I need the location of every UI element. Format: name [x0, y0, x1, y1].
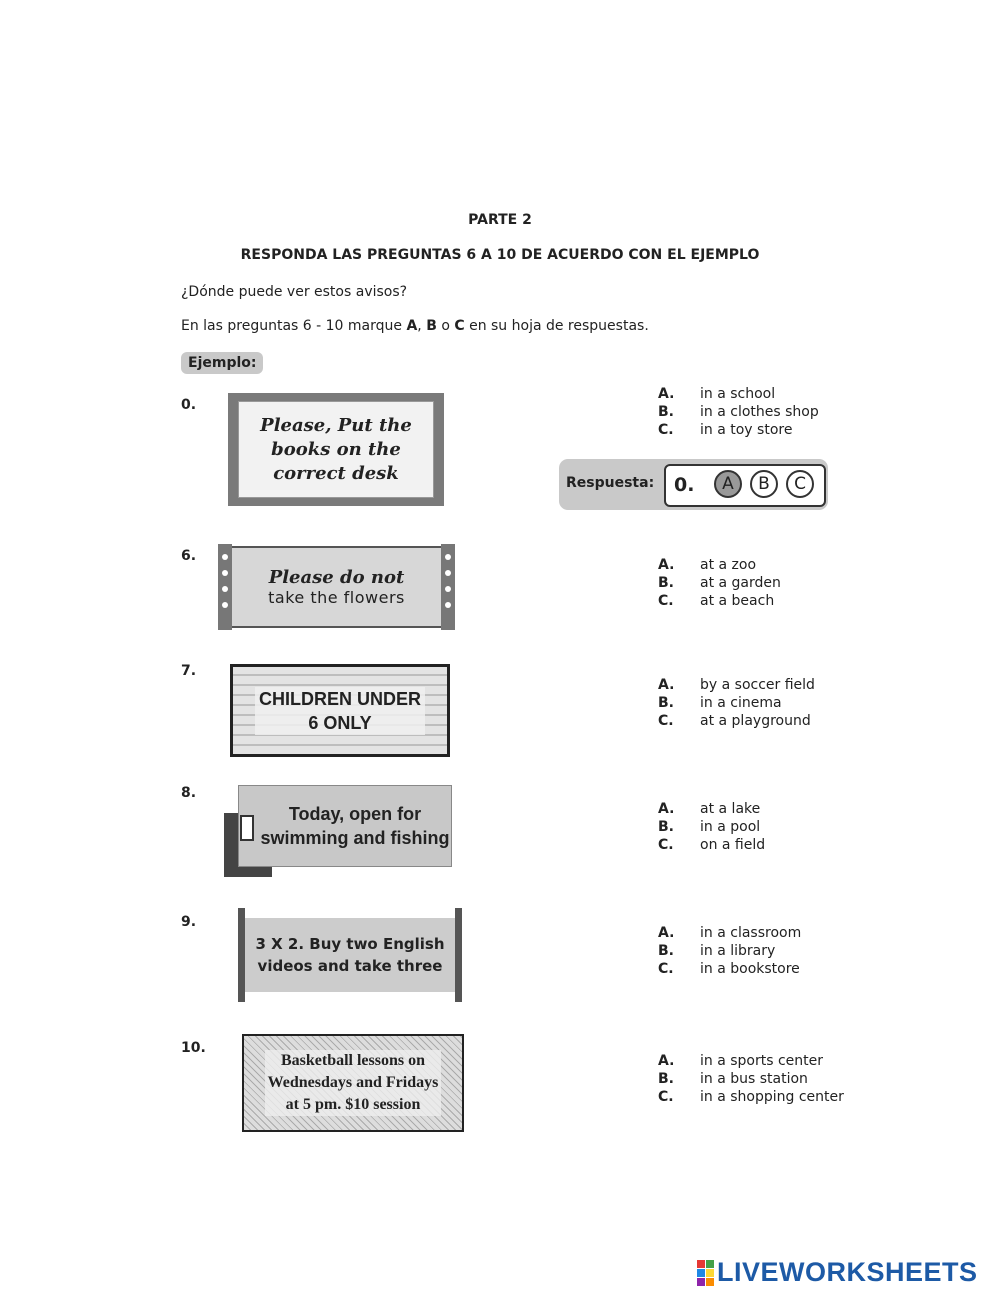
- option[interactable]: C. in a toy store: [658, 422, 793, 438]
- bubble-a[interactable]: A: [714, 470, 742, 498]
- logo-blocks-icon: [697, 1260, 714, 1286]
- sign-8: [224, 785, 452, 877]
- bubble-b[interactable]: B: [750, 470, 778, 498]
- option[interactable]: C. on a field: [658, 837, 766, 853]
- logo-block: [706, 1269, 714, 1277]
- options-7: [658, 676, 815, 730]
- bubble-c[interactable]: C: [786, 470, 814, 498]
- sign-0: [228, 393, 444, 506]
- sign-text: 3 X 2. Buy two English videos and take three: [255, 935, 445, 975]
- sign-text: CHILDREN UNDER 6 ONLY: [255, 687, 425, 735]
- sign-text: Please, Put the books on the correct desk: [260, 414, 412, 484]
- logo-block: [706, 1260, 714, 1268]
- option[interactable]: C. at a playground: [658, 713, 811, 729]
- item-number: 7.: [181, 663, 197, 679]
- logo-block: [706, 1278, 714, 1286]
- sign-10: [242, 1034, 464, 1132]
- option[interactable]: B. in a pool: [658, 819, 761, 835]
- option[interactable]: B. in a cinema: [658, 695, 782, 711]
- item-number: 6.: [181, 548, 197, 564]
- option[interactable]: C. in a shopping center: [658, 1089, 844, 1105]
- sign-7: [230, 664, 450, 757]
- options-9: [658, 924, 801, 978]
- option[interactable]: A. in a school: [658, 386, 776, 402]
- mark-instruction: En las preguntas 6 - 10 marque A, B o C en su hoja de respuestas.: [181, 318, 649, 334]
- option[interactable]: A. at a lake: [658, 801, 761, 817]
- option[interactable]: B. at a garden: [658, 575, 781, 591]
- option[interactable]: B. in a clothes shop: [658, 404, 819, 420]
- item-number: 9.: [181, 914, 197, 930]
- option[interactable]: C. in a bookstore: [658, 961, 800, 977]
- example-label: Ejemplo:: [181, 352, 263, 374]
- answer-bubbles: 0. A B C: [664, 464, 826, 507]
- options-10: [658, 1052, 844, 1106]
- options-6: [658, 556, 781, 610]
- logo-block: [697, 1269, 705, 1277]
- question-text: ¿Dónde puede ver estos avisos?: [181, 284, 408, 300]
- option[interactable]: A. by a soccer field: [658, 677, 815, 693]
- sign-9: [238, 908, 462, 1002]
- option[interactable]: A. at a zoo: [658, 557, 757, 573]
- option[interactable]: B. in a library: [658, 943, 776, 959]
- item-number: 8.: [181, 785, 197, 801]
- sign-text: Please do not take the flowers: [268, 567, 405, 607]
- part-title: PARTE 2: [468, 212, 532, 228]
- option[interactable]: C. at a beach: [658, 593, 775, 609]
- option[interactable]: B. in a bus station: [658, 1071, 808, 1087]
- option[interactable]: A. in a classroom: [658, 925, 802, 941]
- instruction-heading: RESPONDA LAS PREGUNTAS 6 A 10 DE ACUERDO CON EL EJEMPLO: [240, 247, 760, 263]
- answer-label: Respuesta:: [566, 475, 655, 491]
- option[interactable]: A. in a sports center: [658, 1053, 824, 1069]
- item-number: 0.: [181, 397, 197, 413]
- sign-6: [220, 546, 453, 628]
- options-8: [658, 800, 765, 854]
- logo-block: [697, 1260, 705, 1268]
- liveworksheets-logo: LIVEWORKSHEETS: [697, 1257, 978, 1288]
- sign-text: Basketball lessons on Wednesdays and Fridays at 5 pm. $10 session: [265, 1050, 442, 1116]
- answer-box: [559, 459, 828, 510]
- sign-text: Today, open for swimming and fishing: [260, 804, 450, 848]
- options-0: [658, 385, 819, 439]
- item-number: 10.: [181, 1040, 206, 1056]
- logo-block: [697, 1278, 705, 1286]
